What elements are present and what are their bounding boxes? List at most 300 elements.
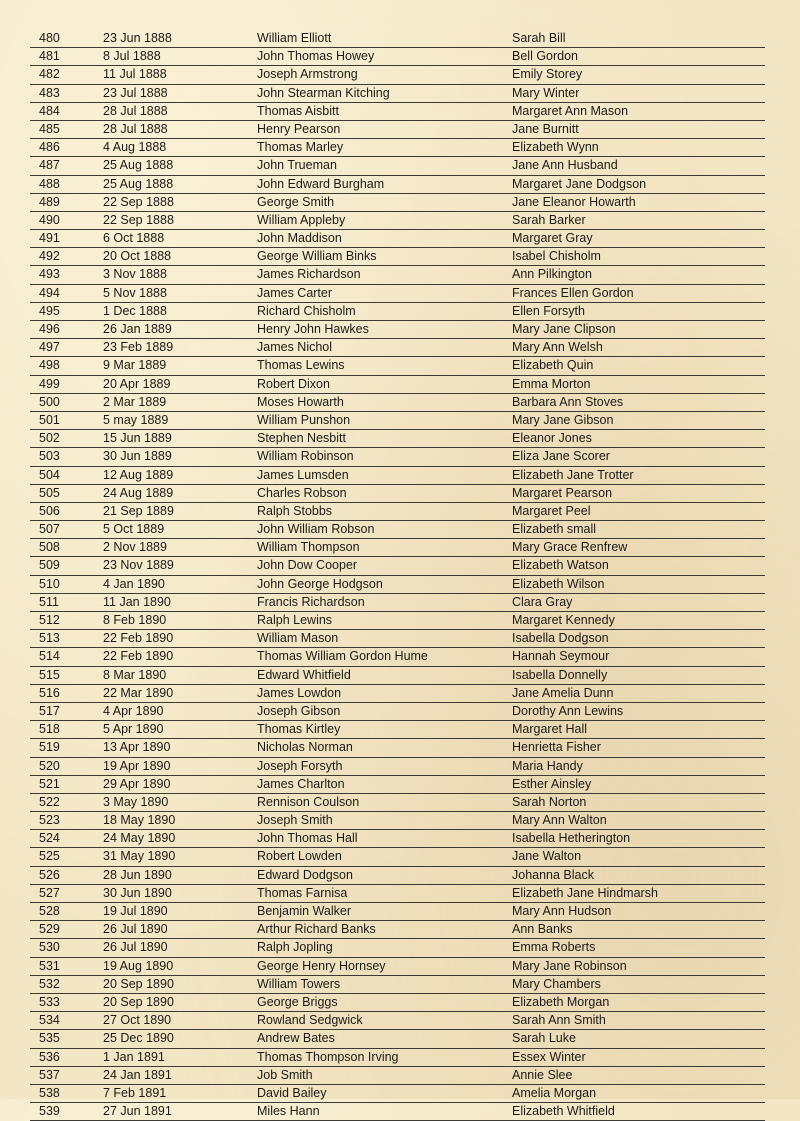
marriage-date: 24 Jan 1891 [103,1067,172,1082]
table-row [30,921,765,939]
entry-number: 534 [39,1013,60,1028]
table-row [30,685,765,703]
groom-name: Ralph Jopling [257,940,333,955]
bride-name: Johanna Black [512,867,595,882]
bride-name: Elizabeth Watson [512,558,609,573]
bride-name: Eleanor Jones [512,431,592,446]
table-row [30,376,765,394]
table-row [30,448,765,466]
table-row [30,830,765,848]
groom-name: John Maddison [257,231,342,246]
marriage-date: 26 Jul 1890 [103,940,168,955]
entry-number: 507 [39,522,60,537]
entry-number: 512 [39,613,60,627]
groom-name: Ralph Stobbs [257,503,333,518]
table-row [30,1030,765,1048]
marriage-date: 26 Jul 1890 [103,922,168,937]
groom-name: Rennison Coulson [257,794,360,809]
bride-name: Mary Jane Gibson [512,412,614,427]
table-row [30,848,765,866]
table-row [30,648,765,666]
entry-number: 503 [39,449,60,464]
bride-name: Annie Slee [512,1067,573,1082]
entry-number: 491 [39,231,60,246]
groom-name: Thomas Thompson Irving [257,1049,399,1064]
groom-name: Henry John Hawkes [257,322,369,336]
marriage-date: 11 Jul 1888 [103,67,167,82]
groom-name: Joseph Forsyth [257,758,343,773]
groom-name: George Briggs [257,994,338,1009]
table-row [30,1012,765,1030]
bride-name: Hannah Seymour [512,649,610,664]
entry-number: 528 [39,904,60,918]
groom-name: John Trueman [257,158,337,173]
entry-number: 506 [39,503,60,518]
marriage-date: 2 Nov 1889 [103,540,167,555]
groom-name: William Mason [257,631,339,646]
bride-name: Jane Amelia Dunn [512,685,614,700]
bride-name: Barbara Ann Stoves [512,394,624,409]
entry-number: 501 [39,412,60,427]
bride-name: Sarah Barker [512,212,586,227]
entry-number: 502 [39,431,60,446]
groom-name: Henry Pearson [257,121,341,136]
entry-number: 484 [39,103,60,118]
table-row [30,721,765,739]
table-row [30,557,765,575]
bride-name: Sarah Bill [512,31,566,45]
bride-name: Isabella Hetherington [512,831,631,846]
bride-name: Elizabeth Jane Trotter [512,467,634,482]
entry-number: 508 [39,540,60,555]
table-row [30,139,765,157]
table-row [30,176,765,194]
bride-name: Elizabeth Quin [512,358,594,373]
table-row [30,430,765,448]
entry-number: 500 [39,394,60,409]
groom-name: Thomas Aisbitt [257,103,339,118]
bride-name: Emma Roberts [512,940,596,955]
entry-number: 531 [39,958,60,973]
marriage-date: 3 May 1890 [103,794,169,809]
groom-name: Nicholas Norman [257,740,353,755]
bride-name: Clara Gray [512,594,573,609]
table-row [30,212,765,230]
bride-name: Sarah Luke [512,1031,576,1046]
marriage-date: 20 Sep 1890 [103,976,174,991]
marriage-date: 9 Mar 1889 [103,358,167,373]
marriage-date: 30 Jun 1889 [103,449,172,464]
marriage-date: 21 Sep 1889 [103,503,174,518]
entry-number: 504 [39,467,60,482]
table-row [30,485,765,503]
table-row [30,248,765,266]
table-row [30,812,765,830]
bride-name: Elizabeth Whitfield [512,1104,615,1119]
table-row [30,667,765,685]
marriage-date: 20 Apr 1889 [103,376,171,391]
groom-name: Ralph Lewins [257,613,333,627]
groom-name: Thomas William Gordon Hume [257,649,428,664]
entry-number: 487 [39,158,60,173]
table-row [30,867,765,885]
groom-name: Charles Robson [257,485,347,500]
bride-name: Amelia Morgan [512,1085,597,1100]
marriage-date: 12 Aug 1889 [103,467,174,482]
marriage-date: 13 Apr 1890 [103,740,171,755]
marriage-date: 5 Nov 1888 [103,285,167,300]
table-row [30,503,765,521]
bride-name: Elizabeth Morgan [512,994,610,1009]
groom-name: John Dow Cooper [257,558,358,573]
groom-name: John William Robson [257,522,375,537]
marriage-date: 8 Jul 1888 [103,49,161,64]
table-row [30,976,765,994]
entry-number: 513 [39,631,60,646]
groom-name: Thomas Lewins [257,358,345,373]
groom-name: William Robinson [257,449,354,464]
bride-name: Mary Winter [512,85,580,100]
entry-number: 533 [39,994,60,1009]
groom-name: James Carter [257,285,333,300]
table-row [30,576,765,594]
marriage-date: 27 Jun 1891 [103,1104,172,1119]
table-row [30,612,765,630]
groom-name: Benjamin Walker [257,904,352,918]
bride-name: Jane Burnitt [512,121,579,136]
marriage-date: 28 Jul 1888 [103,121,168,136]
marriage-date: 6 Oct 1888 [103,231,165,246]
bride-name: Elizabeth small [512,522,597,537]
bride-name: Margaret Gray [512,231,593,246]
marriage-date: 8 Feb 1890 [103,613,167,627]
groom-name: Rowland Sedgwick [257,1013,363,1028]
entry-number: 485 [39,121,60,136]
entry-number: 494 [39,285,60,300]
groom-name: William Thompson [257,540,360,555]
table-row [30,885,765,903]
entry-number: 488 [39,176,60,191]
entry-number: 539 [39,1104,60,1119]
table-row [30,30,765,48]
entry-number: 530 [39,940,60,955]
bride-name: Sarah Norton [512,794,587,809]
groom-name: Job Smith [257,1067,313,1082]
table-row [30,321,765,339]
table-row [30,285,765,303]
entry-number: 522 [39,794,60,809]
entry-number: 492 [39,249,60,264]
bride-name: Emma Morton [512,376,591,391]
table-row [30,703,765,721]
marriage-date: 8 Mar 1890 [103,667,167,682]
entry-number: 519 [39,740,60,755]
marriage-date: 22 Feb 1890 [103,649,174,664]
table-row [30,1103,765,1121]
marriage-date: 22 Feb 1890 [103,631,174,646]
entry-number: 499 [39,376,60,391]
marriage-date: 18 May 1890 [103,813,176,828]
groom-name: James Charlton [257,776,345,791]
marriage-date: 23 Jun 1888 [103,31,172,45]
groom-name: Robert Dixon [257,376,330,391]
entry-number: 526 [39,867,60,882]
table-row [30,776,765,794]
bride-name: Elizabeth Wilson [512,576,605,591]
entry-number: 535 [39,1031,60,1046]
bride-name: Mary Grace Renfrew [512,540,628,555]
bride-name: Mary Ann Hudson [512,904,612,918]
marriage-date: 28 Jun 1890 [103,867,172,882]
table-row [30,594,765,612]
groom-name: William Appleby [257,212,346,227]
table-row [30,903,765,921]
bride-name: Maria Handy [512,758,583,773]
groom-name: Edward Whitfield [257,667,351,682]
groom-name: Thomas Kirtley [257,722,341,737]
entry-number: 509 [39,558,60,573]
bride-name: Mary Chambers [512,976,601,991]
groom-name: Edward Dodgson [257,867,353,882]
bride-name: Margaret Kennedy [512,613,615,627]
entry-number: 493 [39,267,60,282]
bride-name: Sarah Ann Smith [512,1013,606,1028]
table-row [30,194,765,212]
groom-name: John Stearman Kitching [257,85,390,100]
table-row [30,266,765,284]
table-row [30,303,765,321]
table-row [30,958,765,976]
entry-number: 480 [39,31,60,45]
groom-name: David Bailey [257,1085,327,1100]
groom-name: Thomas Marley [257,140,344,155]
table-row [30,1049,765,1067]
marriage-date: 22 Sep 1888 [103,194,174,209]
groom-name: John Thomas Hall [257,831,358,846]
groom-name: James Lumsden [257,467,349,482]
bride-name: Henrietta Fisher [512,740,601,755]
table-row [30,994,765,1012]
entry-number: 537 [39,1067,60,1082]
bride-name: Margaret Ann Mason [512,103,629,118]
marriage-date: 20 Sep 1890 [103,994,174,1009]
table-row [30,630,765,648]
table-row [30,48,765,66]
entry-number: 525 [39,849,60,864]
table-row [30,394,765,412]
marriage-date: 29 Apr 1890 [103,776,171,791]
bride-name: Dorothy Ann Lewins [512,703,624,718]
bride-name: Essex Winter [512,1049,586,1064]
entry-number: 536 [39,1049,60,1064]
marriage-date: 20 Oct 1888 [103,249,172,264]
entry-number: 496 [39,322,60,336]
marriage-date: 4 Jan 1890 [103,576,165,591]
groom-name: William Punshon [257,412,351,427]
groom-name: Robert Lowden [257,849,342,864]
bride-name: Emily Storey [512,67,583,82]
groom-name: William Elliott [257,31,332,45]
entry-number: 538 [39,1085,60,1100]
marriage-date: 3 Nov 1888 [103,267,167,282]
entry-number: 523 [39,813,60,828]
bride-name: Isabella Donnelly [512,667,608,682]
bride-name: Isabella Dodgson [512,631,609,646]
groom-name: Joseph Smith [257,813,333,828]
entry-number: 490 [39,212,60,227]
entry-number: 511 [39,594,59,609]
marriage-date: 23 Feb 1889 [103,340,174,355]
table-row [30,939,765,957]
entry-number: 527 [39,885,60,900]
bride-name: Mary Jane Robinson [512,958,627,973]
table-row [30,121,765,139]
table-row [30,157,765,175]
groom-name: Arthur Richard Banks [257,922,376,937]
table-row [30,467,765,485]
groom-name: James Lowdon [257,685,342,700]
marriage-date: 26 Jan 1889 [103,322,172,336]
entry-number: 486 [39,140,60,155]
entry-number: 529 [39,922,60,937]
entry-number: 518 [39,722,60,737]
groom-name: George Henry Hornsey [257,958,386,973]
marriage-date: 25 Aug 1888 [103,158,174,173]
marriage-date: 1 Jan 1891 [103,1049,165,1064]
groom-name: John Edward Burgham [257,176,385,191]
table-row [30,66,765,84]
marriage-date: 27 Oct 1890 [103,1013,172,1028]
entry-number: 489 [39,194,60,209]
table-row [30,1085,765,1103]
bride-name: Elizabeth Wynn [512,140,599,155]
entry-number: 481 [39,49,60,64]
groom-name: George William Binks [257,249,377,264]
marriage-date: 30 Jun 1890 [103,885,172,900]
bride-name: Frances Ellen Gordon [512,285,634,300]
marriage-date: 5 Apr 1890 [103,722,164,737]
bride-name: Jane Ann Husband [512,158,618,173]
entry-number: 514 [39,649,60,664]
entry-number: 482 [39,67,60,82]
bride-name: Esther Ainsley [512,776,592,791]
groom-name: William Towers [257,976,341,991]
marriage-date: 24 Aug 1889 [103,485,174,500]
table-row [30,103,765,121]
bride-name: Margaret Pearson [512,485,613,500]
marriage-date: 4 Aug 1888 [103,140,167,155]
groom-name: Moses Howarth [257,394,344,409]
bride-name: Mary Jane Clipson [512,322,616,336]
bride-name: Elizabeth Jane Hindmarsh [512,885,658,900]
marriage-date: 31 May 1890 [103,849,176,864]
groom-name: John George Hodgson [257,576,383,591]
entry-number: 532 [39,976,60,991]
groom-name: Francis Richardson [257,594,365,609]
entry-number: 483 [39,85,60,100]
groom-name: James Nichol [257,340,333,355]
marriage-date: 19 Aug 1890 [103,958,174,973]
groom-name: James Richardson [257,267,361,282]
marriage-date: 11 Jan 1890 [103,594,171,609]
marriage-date: 1 Dec 1888 [103,303,167,318]
groom-name: George Smith [257,194,335,209]
marriage-date: 22 Mar 1890 [103,685,174,700]
table-row [30,1067,765,1085]
marriage-date: 19 Apr 1890 [103,758,171,773]
marriage-date: 22 Sep 1888 [103,212,174,227]
table-row [30,521,765,539]
marriage-date: 15 Jun 1889 [103,431,172,446]
bride-name: Mary Ann Welsh [512,340,603,355]
marriage-date: 7 Feb 1891 [103,1085,167,1100]
table-row [30,739,765,757]
marriage-date: 5 may 1889 [103,412,169,427]
marriage-date: 24 May 1890 [103,831,176,846]
bride-name: Ellen Forsyth [512,303,585,318]
entry-number: 495 [39,303,60,318]
table-row [30,339,765,357]
groom-name: John Thomas Howey [257,49,375,64]
marriage-date: 28 Jul 1888 [103,103,168,118]
table-row [30,412,765,430]
marriage-date: 19 Jul 1890 [103,904,168,918]
marriage-date: 25 Aug 1888 [103,176,174,191]
entry-number: 516 [39,685,60,700]
bride-name: Mary Ann Walton [512,813,607,828]
bride-name: Ann Banks [512,922,573,937]
marriage-date: 23 Nov 1889 [103,558,174,573]
bride-name: Bell Gordon [512,49,579,64]
bride-name: Jane Walton [512,849,582,864]
entry-number: 524 [39,831,60,846]
marriage-date: 2 Mar 1889 [103,394,167,409]
bride-name: Eliza Jane Scorer [512,449,610,464]
marriage-date: 25 Dec 1890 [103,1031,174,1046]
bride-name: Margaret Peel [512,503,591,518]
marriage-date: 23 Jul 1888 [103,85,168,100]
table-row [30,758,765,776]
bride-name: Margaret Jane Dodgson [512,176,647,191]
entry-number: 515 [39,667,60,682]
table-row [30,539,765,557]
groom-name: Richard Chisholm [257,303,356,318]
marriage-date: 4 Apr 1890 [103,703,164,718]
table-row [30,230,765,248]
entry-number: 517 [39,703,60,718]
marriage-register-table [30,30,765,1121]
entry-number: 497 [39,340,60,355]
groom-name: Andrew Bates [257,1031,335,1046]
entry-number: 510 [39,576,60,591]
bride-name: Margaret Hall [512,722,588,737]
groom-name: Stephen Nesbitt [257,431,346,446]
entry-number: 520 [39,758,60,773]
marriage-date: 5 Oct 1889 [103,522,165,537]
entry-number: 521 [39,776,60,791]
groom-name: Miles Hann [257,1104,320,1119]
groom-name: Joseph Armstrong [257,67,358,82]
bride-name: Isabel Chisholm [512,249,601,264]
groom-name: Joseph Gibson [257,703,341,718]
bride-name: Ann Pilkington [512,267,592,282]
groom-name: Thomas Farnisa [257,885,348,900]
table-row [30,357,765,375]
bride-name: Jane Eleanor Howarth [512,194,636,209]
entry-number: 498 [39,358,60,373]
entry-number: 505 [39,485,60,500]
table-row [30,794,765,812]
